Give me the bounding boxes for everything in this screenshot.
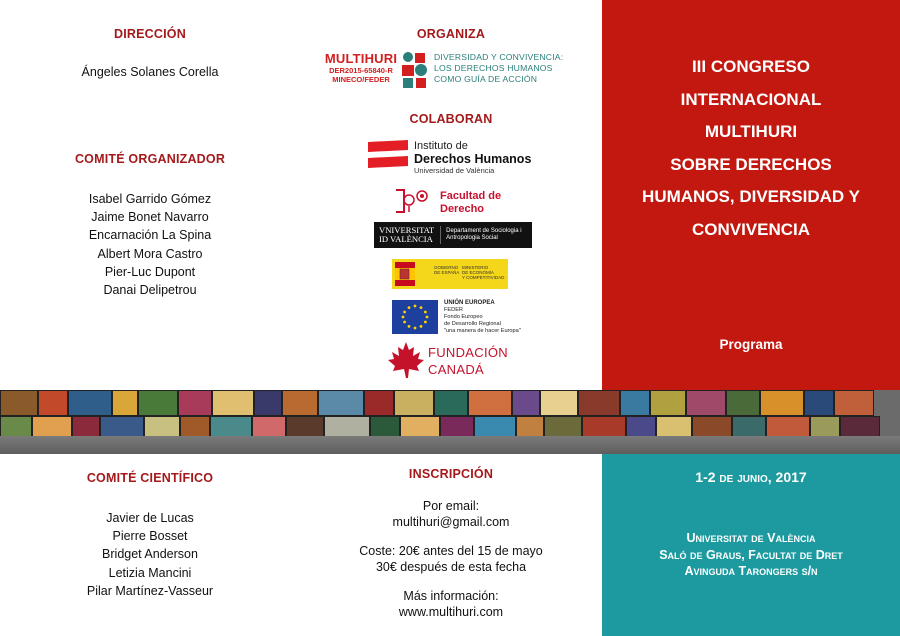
diversidad-line: LOS DERECHOS HUMANOS [434, 62, 553, 73]
ue-line5: "una manera de hacer Europa" [444, 328, 521, 334]
list-item: Isabel Garrido Gómez [88, 192, 212, 206]
left-bottom-column [0, 454, 300, 636]
ue-line3: Fondo Europeo [444, 314, 483, 320]
list-item: Javier de Lucas [106, 511, 194, 525]
date-venue-panel [602, 454, 900, 636]
event-venue [602, 530, 900, 580]
colaboran-title: COLABORAN [409, 112, 493, 126]
congress-title-line: SOBRE DERECHOS [670, 154, 832, 174]
middle-bottom-column [300, 454, 602, 636]
facultad-line1: Facultad de [440, 190, 502, 202]
congress-title-line: III CONGRESO [691, 57, 811, 76]
fundacion-canada-text [428, 345, 508, 378]
facultad-line2: Derecho [440, 202, 485, 215]
list-item: Pier-Luc Dupont [104, 264, 196, 279]
facultad-derecho-text [440, 190, 501, 215]
list-item: Letizia Mancini [108, 565, 192, 580]
coste-line2: 30€ después de esta fecha [375, 560, 527, 574]
gobierno-text [434, 265, 459, 275]
department-line2: Antropologia Social [446, 235, 498, 241]
diversidad-line: DIVERSIDAD Y CONVIVENCIA: [434, 52, 564, 62]
congress-title [602, 51, 900, 246]
universitat-line1: VNIVERSITAT [379, 225, 435, 235]
organiza-title: ORGANIZA [416, 27, 486, 41]
multihuri-name: MULTIHURI [324, 51, 398, 66]
comite-cientifico-list [0, 509, 300, 600]
maple-leaf-icon [386, 340, 426, 382]
gobierno-logo [392, 259, 508, 289]
fundacion-line1: FUNDACIÓN [428, 345, 508, 360]
congress-title-panel [602, 0, 900, 390]
congress-title-line: INTERNACIONAL [680, 89, 822, 109]
multihuri-funder: MINECO/FEDER [332, 75, 390, 84]
congress-title-line: MULTIHURI [704, 122, 798, 141]
email-block [300, 498, 602, 530]
eu-flag-icon [392, 300, 438, 334]
ministerio-line: MINISTERIO [462, 265, 489, 270]
gobierno-line: DE ESPAÑA [434, 270, 460, 275]
mas-info-block [300, 588, 602, 620]
web-link[interactable]: www.multihuri.com [398, 605, 504, 619]
ue-line4: de Desarrollo Regional [444, 321, 501, 327]
idh-logo-text [414, 140, 531, 175]
diversidad-line: COMO GUÍA DE ACCIÓN [434, 73, 538, 84]
spain-coat-of-arms-icon [395, 262, 415, 286]
idh-line2: Derechos Humanos [414, 152, 532, 166]
coste-line1: Coste: 20€ antes del 15 de mayo [359, 544, 543, 558]
ue-line1: UNIÓN EUROPEA [444, 300, 495, 306]
date-month: de junio, [719, 469, 772, 485]
diversidad-convivencia-icon [400, 51, 430, 89]
multihuri-logo [322, 51, 400, 84]
list-item: Pierre Bosset [112, 529, 188, 544]
multihuri-code: DER2015-65840-R [329, 66, 393, 75]
department-line1: Departament de Sociologia i [446, 228, 522, 234]
coste-block [300, 543, 602, 575]
event-date [602, 469, 900, 485]
left-top-column [0, 0, 300, 390]
street-art-photo-strip [0, 390, 900, 454]
ue-feder-text [444, 300, 521, 335]
ue-line2: FEDER [444, 307, 463, 313]
facultad-derecho-icon [392, 186, 432, 216]
list-item: Encarnación La Spina [88, 228, 212, 243]
ministerio-line: Y COMPETITIVIDAD [462, 275, 505, 280]
gobierno-line: GOBIERNO [434, 265, 459, 270]
ministerio-line: DE ECONOMÍA [462, 270, 495, 275]
congress-title-line: HUMANOS, DIVERSIDAD Y [642, 187, 860, 206]
universitat-logo [374, 222, 532, 248]
idh-line3: Universidad de València [414, 166, 495, 175]
universitat-name [374, 226, 441, 244]
diversidad-convivencia-text [434, 52, 563, 84]
email-link[interactable]: multihuri@gmail.com [392, 515, 510, 529]
congress-title-line: CONVIVENCIA [691, 219, 811, 239]
comite-organizador-list [0, 190, 300, 299]
idh-logo-icon [368, 140, 408, 172]
email-label: Por email: [422, 499, 480, 513]
date-days: 1-2 [695, 469, 716, 485]
sidewalk [0, 436, 900, 454]
inscripcion-title: INSCRIPCIÓN [408, 467, 494, 481]
comite-organizador-title: COMITÉ ORGANIZADOR [74, 152, 226, 166]
list-item: Albert Mora Castro [97, 246, 203, 261]
list-item: Jaime Bonet Navarro [91, 210, 209, 225]
direccion-name: Ángeles Solanes Corella [81, 65, 219, 79]
comite-cientifico-title: COMITÉ CIENTÍFICO [86, 471, 214, 485]
fundacion-line2: CANADÁ [428, 361, 484, 377]
middle-top-column [300, 0, 602, 390]
mas-info-label: Más información: [403, 589, 499, 603]
venue-line: Saló de Graus, Facultat de Dret [659, 547, 843, 562]
date-year: 2017 [775, 469, 807, 485]
list-item: Pilar Martínez-Vasseur [86, 583, 214, 598]
programa-label: Programa [719, 337, 783, 352]
ministerio-text [462, 265, 504, 280]
venue-line: Universitat de València [686, 531, 816, 545]
venue-line: Avinguda Tarongers s/n [684, 564, 818, 578]
direccion-title: DIRECCIÓN [114, 27, 186, 41]
universitat-department [441, 228, 521, 242]
list-item: Bridget Anderson [102, 547, 198, 562]
list-item: Danai Delipetrou [103, 283, 197, 298]
universitat-line2: ID VALÈNCIA [379, 234, 433, 244]
idh-line1: Instituto de [414, 140, 468, 152]
